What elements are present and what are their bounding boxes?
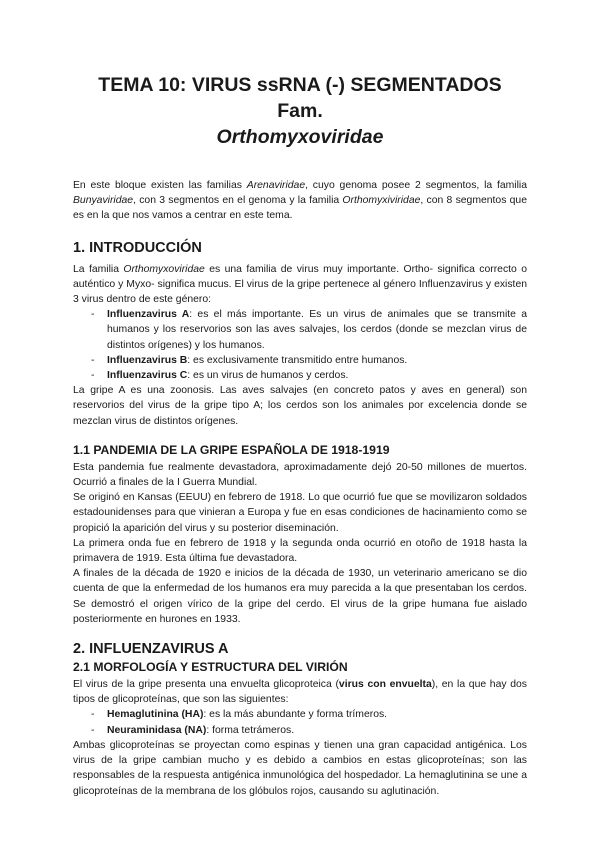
list-dash: - <box>91 354 95 366</box>
section-1-1-paragraph: La primera onda fue en febrero de 1918 y la segunda onda ocurrió en otoño de 1918 hasta la primavera de 1919. Esta última fue devastadora. <box>73 537 527 565</box>
title-line-1: TEMA 10: VIRUS ssRNA (-) SEGMENTADOS Fam. <box>98 74 502 122</box>
section-2-1-heading: 2.1 MORFOLOGÍA Y ESTRUCTURA DEL VIRIÓN <box>73 660 348 675</box>
s21-text-1: El virus de la gripe presenta una envuelta glicoproteica ( <box>73 679 339 691</box>
list-item-term: Influenzavirus A <box>107 309 190 321</box>
intro-paragraph <box>73 178 527 224</box>
influenzavirus-list <box>73 307 527 383</box>
title-line-2: Orthomyxoviridae <box>216 126 384 148</box>
list-item-text: : es exclusivamente transmitido entre humanos. <box>187 354 408 366</box>
list-dash: - <box>91 309 95 321</box>
list-item <box>73 707 527 722</box>
list-item-term: Influenzavirus B <box>107 354 188 366</box>
list-item <box>73 723 527 738</box>
list-item-text: : es la más abundante y forma trímeros. <box>203 709 388 721</box>
s21-text-2: ), en la que hay dos tipos de glicoproteínas, que son las siguientes: <box>73 679 527 706</box>
list-dash: - <box>91 724 95 736</box>
intro-text-4: , con 8 segmentos que es en la que nos vamos a centrar en este tema. <box>73 195 527 222</box>
list-dash: - <box>91 370 95 382</box>
list-item <box>73 368 527 383</box>
list-item-text: : es el más importante. Es un virus de animales que se transmite a humanos y los reservorios son las aves salvajes, los cerdos (donde se mezclan virus de distintos orígenes) y los humanos. <box>107 309 527 351</box>
section-2-heading: 2. INFLUENZAVIRUS A <box>73 641 229 658</box>
list-item-term: Neuraminidasa (NA) <box>107 724 207 736</box>
intro-text-2: , cuyo genoma posee 2 segmentos, la familia <box>305 180 527 191</box>
intro-family-bunyaviridae: Bunyaviridae <box>73 195 134 207</box>
intro-text-3: , con 3 segmentos en el genoma y la familia <box>133 195 343 207</box>
s1-family-name: Orthomyxoviridae <box>123 263 205 275</box>
intro-family-orthomyxiviridae: Orthomyxiviridae <box>342 195 421 207</box>
section-1-1-paragraph: Esta pandemia fue realmente devastadora, aproximadamente dejó 20-50 millones de muertos. Ocurrió a finales de la I Guerra Mundial. <box>73 461 527 489</box>
intro-family-arenaviridae: Arenaviridae <box>246 180 306 191</box>
intro-text-1: En este bloque existen las familias <box>73 180 247 191</box>
section-1-1-paragraph: Se originó en Kansas (EEUU) en febrero de 1918. Lo que ocurrió fue que se movilizaron soldados estadounidenses para que vinieran a Europa y fue en esas condiciones de hacinamiento como se propició la aparición del virus y su posterior diseminación. <box>73 492 527 534</box>
list-item-term: Influenzavirus C <box>107 370 188 382</box>
list-dash: - <box>91 709 95 721</box>
list-item <box>73 307 527 353</box>
section-1-heading: 1. INTRODUCCIÓN <box>73 239 202 256</box>
list-item-term: Hemaglutinina (HA) <box>107 709 204 721</box>
s1-text-2: es una familia de virus muy importante. Ortho- significa correcto o auténtico y Myxo- significa mucus. El virus de la gripe pertenece al género Influenzavirus y existen 3 virus dentro de este género: <box>73 263 527 306</box>
list-item-text: : es un virus de humanos y cerdos. <box>187 370 349 382</box>
section-2-1-paragraph-1 <box>73 677 527 707</box>
section-1-paragraph-2: La gripe A es una zoonosis. Las aves salvajes (en concreto patos y aves en general) son reservorios del virus de la gripe tipo A; los cerdos son los animales por excelencia donde se mezclan virus de distintos orígenes. <box>73 385 527 427</box>
section-2-1-paragraph-2: Ambas glicoproteínas se proyectan como espinas y tienen una gran capacidad antigénica. Los virus de la gripe cambian mucho y es debido a cambios en estas glicoproteínas; son las responsables de la respuesta antigénica inmunológica del hospedador. La hemaglutinina se une a glicoproteínas de la membrana de los glóbulos rojos, causando su aglutinación. <box>73 739 527 797</box>
section-1-1-paragraph: A finales de la década de 1920 e inicios de la década de 1930, un veterinario americano se dio cuenta de que la enfermedad de los humanos era muy parecida a la que presentaban los cerdos. Se demostró el origen vírico de la gripe del cerdo. El virus de la gripe humana fue aislado posteriormente en hurones en 1933. <box>73 568 527 625</box>
section-1-1-heading: 1.1 PANDEMIA DE LA GRIPE ESPAÑOLA DE 1918-1919 <box>73 442 390 457</box>
s1-text-1: La familia <box>73 263 124 275</box>
list-item-text: : forma tetrámeros. <box>206 724 295 736</box>
glycoprotein-list <box>73 707 527 737</box>
document-content <box>73 72 527 799</box>
section-1-paragraph-1 <box>73 262 527 308</box>
page-title <box>73 72 527 150</box>
s21-bold-term: virus con envuelta <box>338 679 432 691</box>
list-item <box>73 353 527 368</box>
